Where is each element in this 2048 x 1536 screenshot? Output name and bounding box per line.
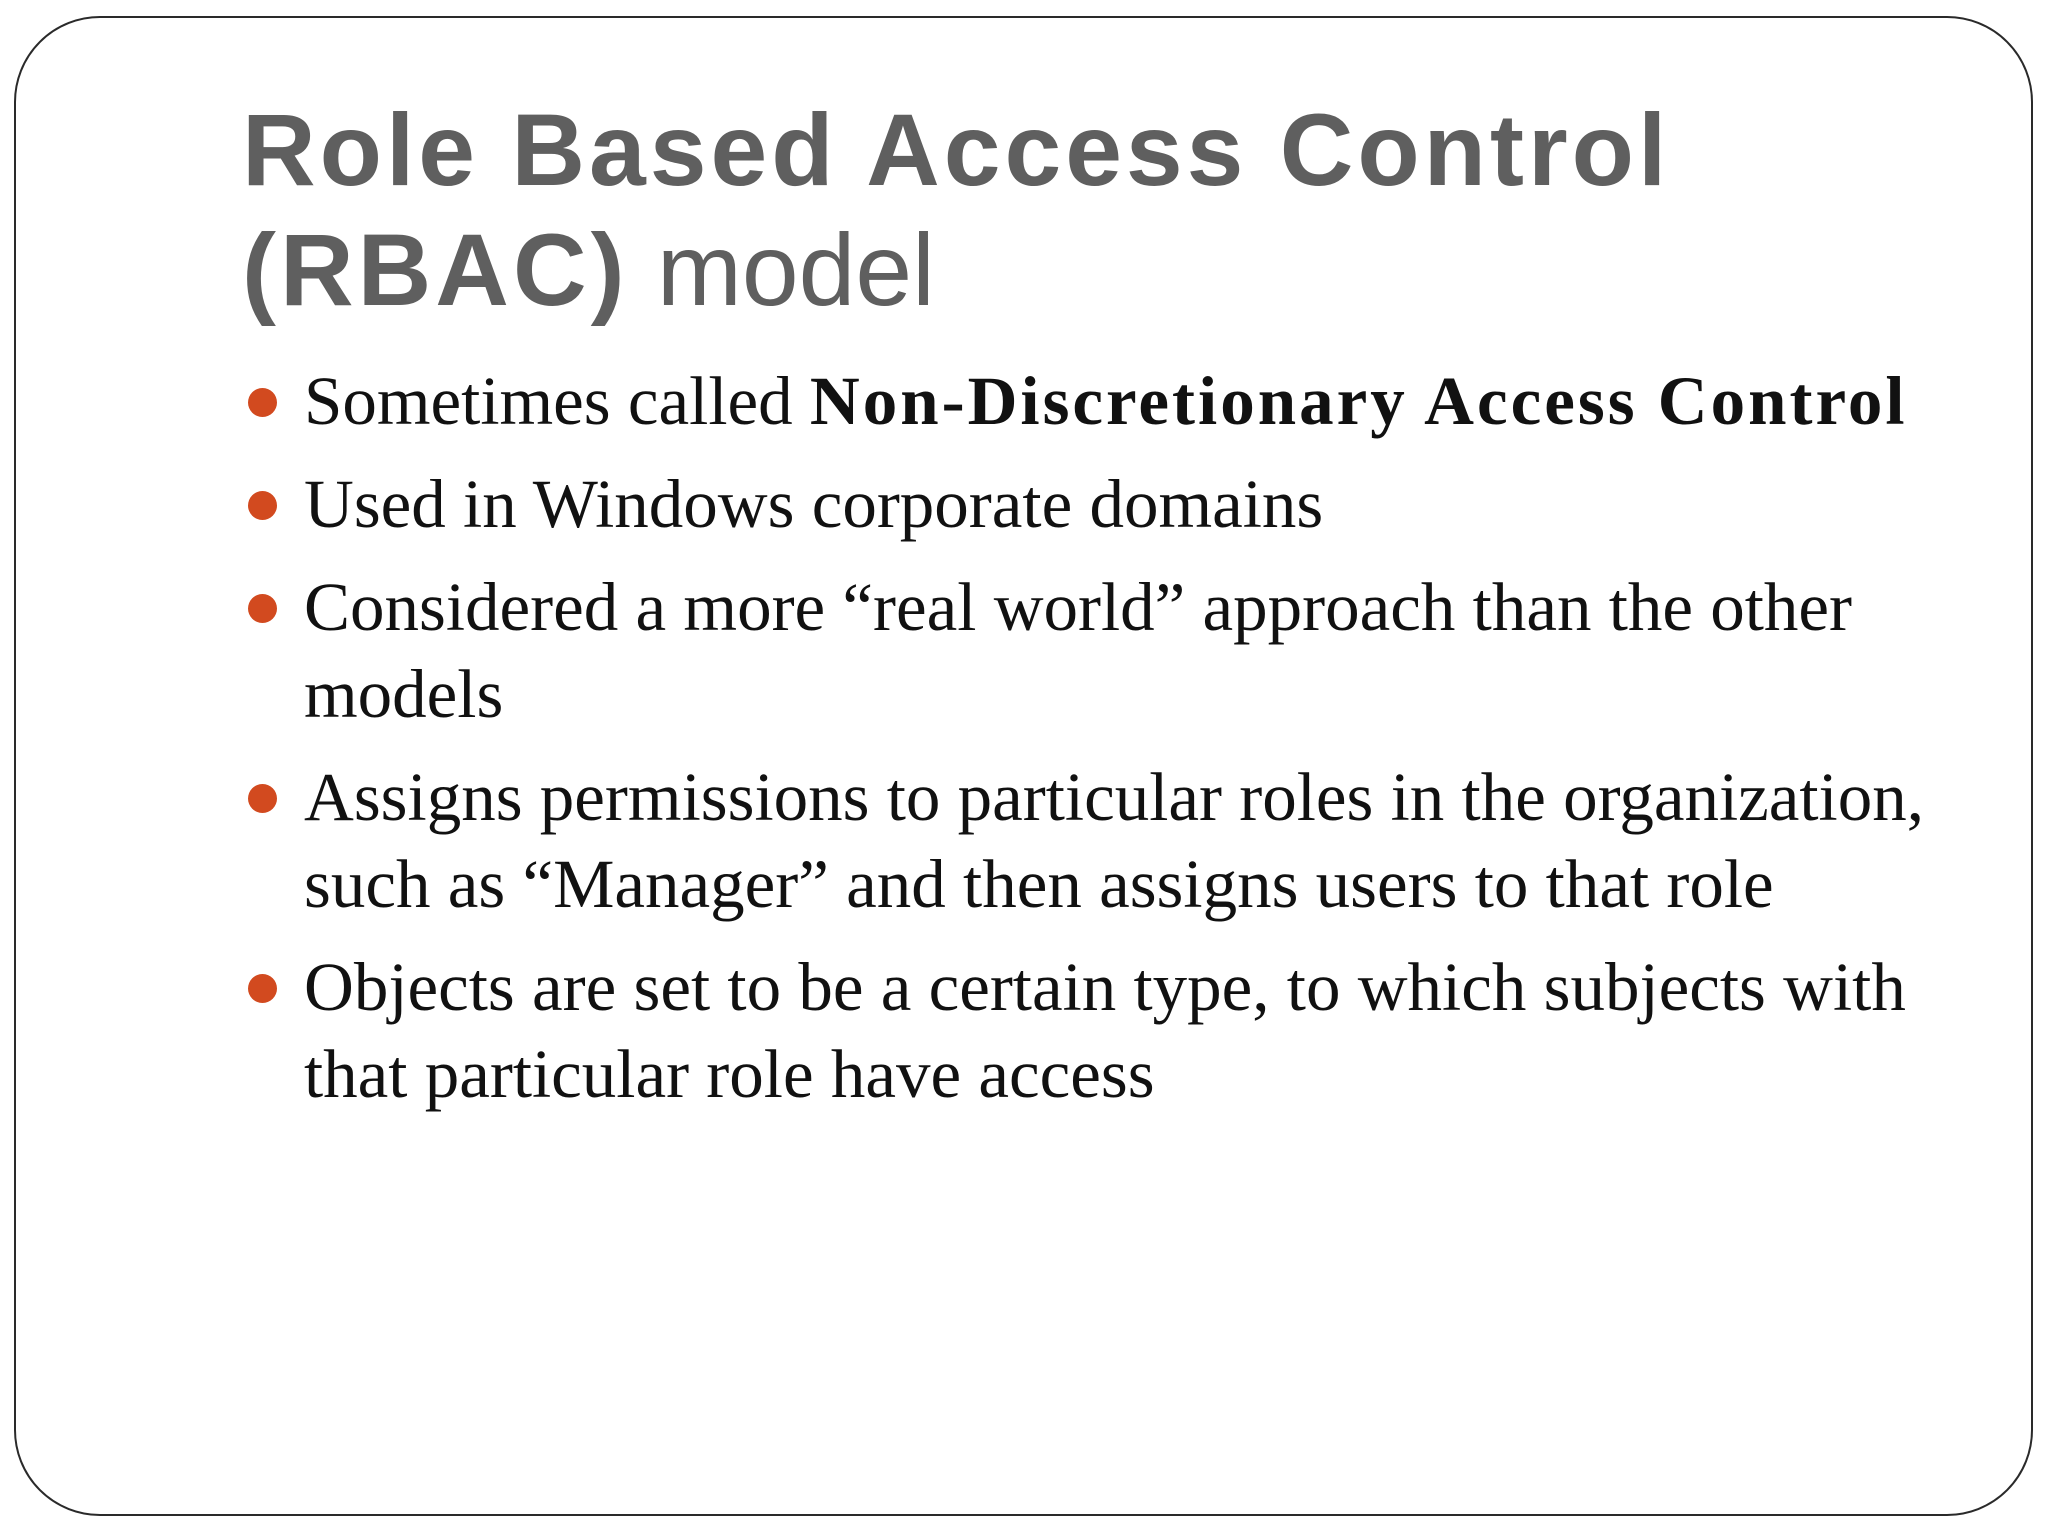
bullet-text-5: Objects are set to be a certain type, to which subjects with that particular role have access [304, 949, 1906, 1112]
bullet-item-4 [248, 754, 2008, 928]
bullet-item-5 [248, 944, 2008, 1118]
title-line-1: Role Based Access Control [242, 93, 1671, 207]
bullet-dot-icon [248, 784, 277, 813]
title-tail: model [628, 213, 935, 327]
slide-frame [14, 16, 2033, 1516]
bullet-dot-icon [248, 491, 277, 520]
title-acronym: (RBAC) [242, 213, 629, 327]
bullet-item-1 [248, 358, 2008, 445]
bullet-text-2: Used in Windows corporate domains [304, 466, 1324, 542]
bullet-text-3: Considered a more “real world” approach than the other models [304, 569, 1853, 732]
bullet-dot-icon [248, 388, 277, 417]
slide-title [242, 90, 1670, 330]
bullet-item-2 [248, 461, 2008, 548]
bullet-item-3 [248, 564, 2008, 738]
bullet-list [248, 358, 2008, 1134]
bullet-dot-icon [248, 974, 277, 1003]
bullet-dot-icon [248, 594, 277, 623]
bullet-text-1-emphasis: Non-Discretionary Access Control [809, 363, 1908, 439]
bullet-text-1-prefix: Sometimes called [304, 363, 810, 439]
bullet-text-4: Assigns permissions to particular roles in the organization, such as “Manager” and then assigns users to that role [304, 759, 1924, 922]
